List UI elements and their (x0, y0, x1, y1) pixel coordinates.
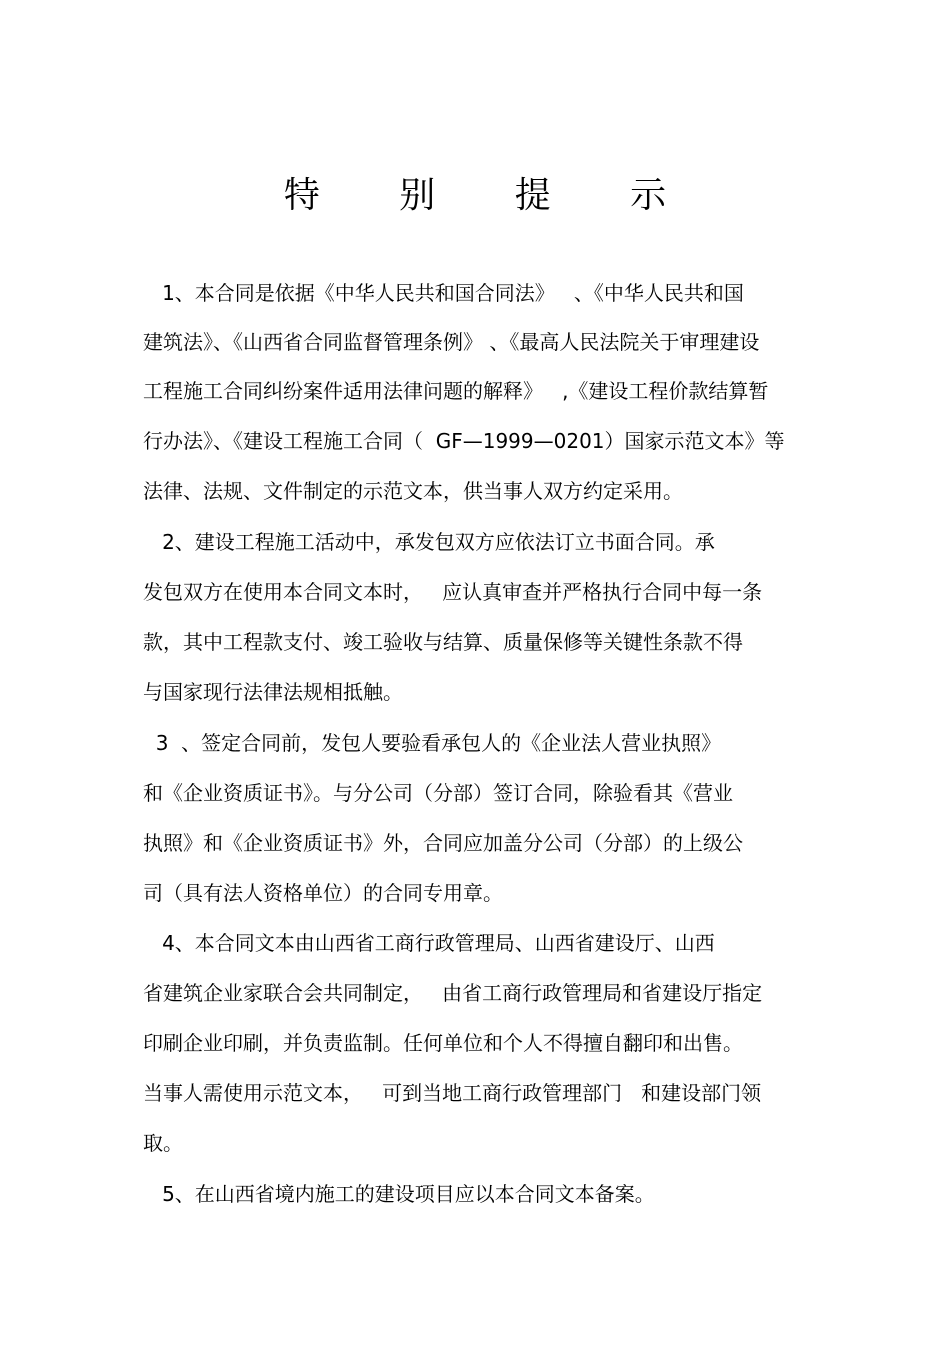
body-line-18: 取。 (143, 1131, 183, 1155)
body-line-2: 建筑法》、《山西省合同监督管理条例》 、《最高人民法院关于审理建设 (143, 330, 760, 354)
body-line-5: 法律、法规、文件制定的示范文本，供当事人双方约定采用。 (143, 479, 683, 503)
body-line-17: 当事人需使用示范文本， 可到当地工商行政管理部门 和建设部门领 (143, 1081, 762, 1105)
body-line-3: 工程施工合同纠纷案件适用法律问题的解释》 ,《建设工程价款结算暂 (143, 379, 769, 403)
body-line-14: 4、本合同文本由山西省工商行政管理局、山西省建设厅、山西 (143, 931, 715, 955)
body-line-11: 和《企业资质证书》。与分公司（分部）签订合同，除验看其《营业 (143, 781, 733, 805)
body-line-4: 行办法》、《建设工程施工合同（ GF—1999—0201）国家示范文本》等 (143, 429, 785, 453)
body-line-12: 执照》和《企业资质证书》外，合同应加盖分公司（分部）的上级公 (143, 831, 743, 855)
body-line-9: 与国家现行法律法规相抵触。 (143, 680, 403, 704)
body-line-15: 省建筑企业家联合会共同制定， 由省工商行政管理局和省建设厅指定 (143, 981, 763, 1005)
body-line-8: 款，其中工程款支付、竣工验收与结算、质量保修等关键性条款不得 (143, 630, 743, 654)
body-line-1: 1、本合同是依据《中华人民共和国合同法》 、《中华人民共和国 (143, 281, 744, 305)
body-line-19: 5、在山西省境内施工的建设项目应以本合同文本备案。 (143, 1182, 655, 1206)
body-line-16: 印刷企业印刷，并负责监制。任何单位和个人不得擅自翻印和出售。 (143, 1031, 743, 1055)
body-line-6: 2、建设工程施工活动中，承发包双方应依法订立书面合同。承 (143, 530, 715, 554)
body-line-7: 发包双方在使用本合同文本时， 应认真审查并严格执行合同中每一条 (143, 580, 763, 604)
body-line-10: 3 、签定合同前，发包人要验看承包人的《企业法人营业执照》 (143, 731, 722, 755)
page-title: 特 别 提 示 (283, 175, 701, 216)
body-line-13: 司（具有法人资格单位）的合同专用章。 (143, 881, 503, 905)
